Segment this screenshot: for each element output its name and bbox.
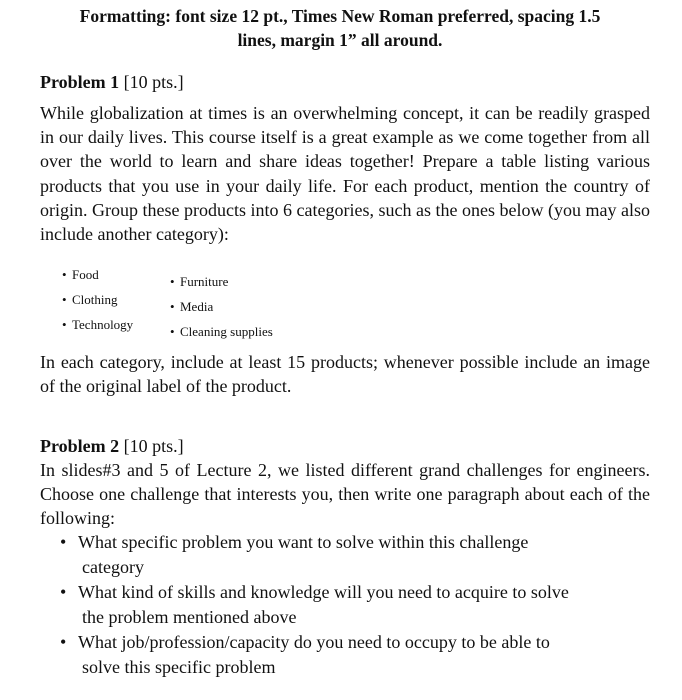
category-item: • Technology — [62, 317, 134, 332]
problem1-body: While globalization at times is an overwhelming concept, it can be readily grasped in our daily lives. This course itself is a great example as we come together from all over the world to learn and share ideas together! Prepare a table listing various products that you use in your daily life. For each product, mention the country of origin. Group these products into 6 categories, such as the ones below (you may also include another category): — [40, 103, 650, 245]
problem1-closing: In each category, include at least 15 products; whenever possible include an image of the original label of the product. — [40, 352, 650, 397]
problem2-label: Problem 2 — [40, 436, 120, 456]
list-item: • What kind of skills and knowledge will you need to acquire to solve the problem mentioned above — [60, 582, 569, 627]
formatting-heading-line2: lines, margin 1” all around. — [237, 30, 443, 50]
problem2-bullet-list — [60, 530, 650, 680]
list-item: • What specific problem you want to solve within this challenge category — [60, 532, 529, 577]
category-item: • Media — [170, 299, 214, 314]
problem2-points: [10 pts.] — [123, 436, 184, 456]
problem1-title — [40, 70, 184, 94]
problem2-body: In slides#3 and 5 of Lecture 2, we listed different grand challenges for engineers. Choose one challenge that interests you, then write one paragraph about each of the following: — [40, 460, 650, 529]
category-list-left — [62, 262, 133, 337]
problem1-label: Problem 1 — [40, 72, 120, 92]
formatting-heading — [30, 4, 650, 52]
formatting-heading-line1: Formatting: font size 12 pt., Times New Roman preferred, spacing 1.5 — [79, 6, 601, 26]
problem2-title — [40, 434, 184, 458]
problem1-points: [10 pts.] — [123, 72, 184, 92]
list-item: • What job/profession/capacity do you need to occupy to be able to solve this specific problem — [60, 632, 550, 677]
category-list-right — [170, 269, 273, 344]
category-item: • Food — [62, 267, 99, 282]
category-item: • Furniture — [170, 274, 229, 289]
category-item: • Cleaning supplies — [170, 324, 273, 339]
category-item: • Clothing — [62, 292, 118, 307]
